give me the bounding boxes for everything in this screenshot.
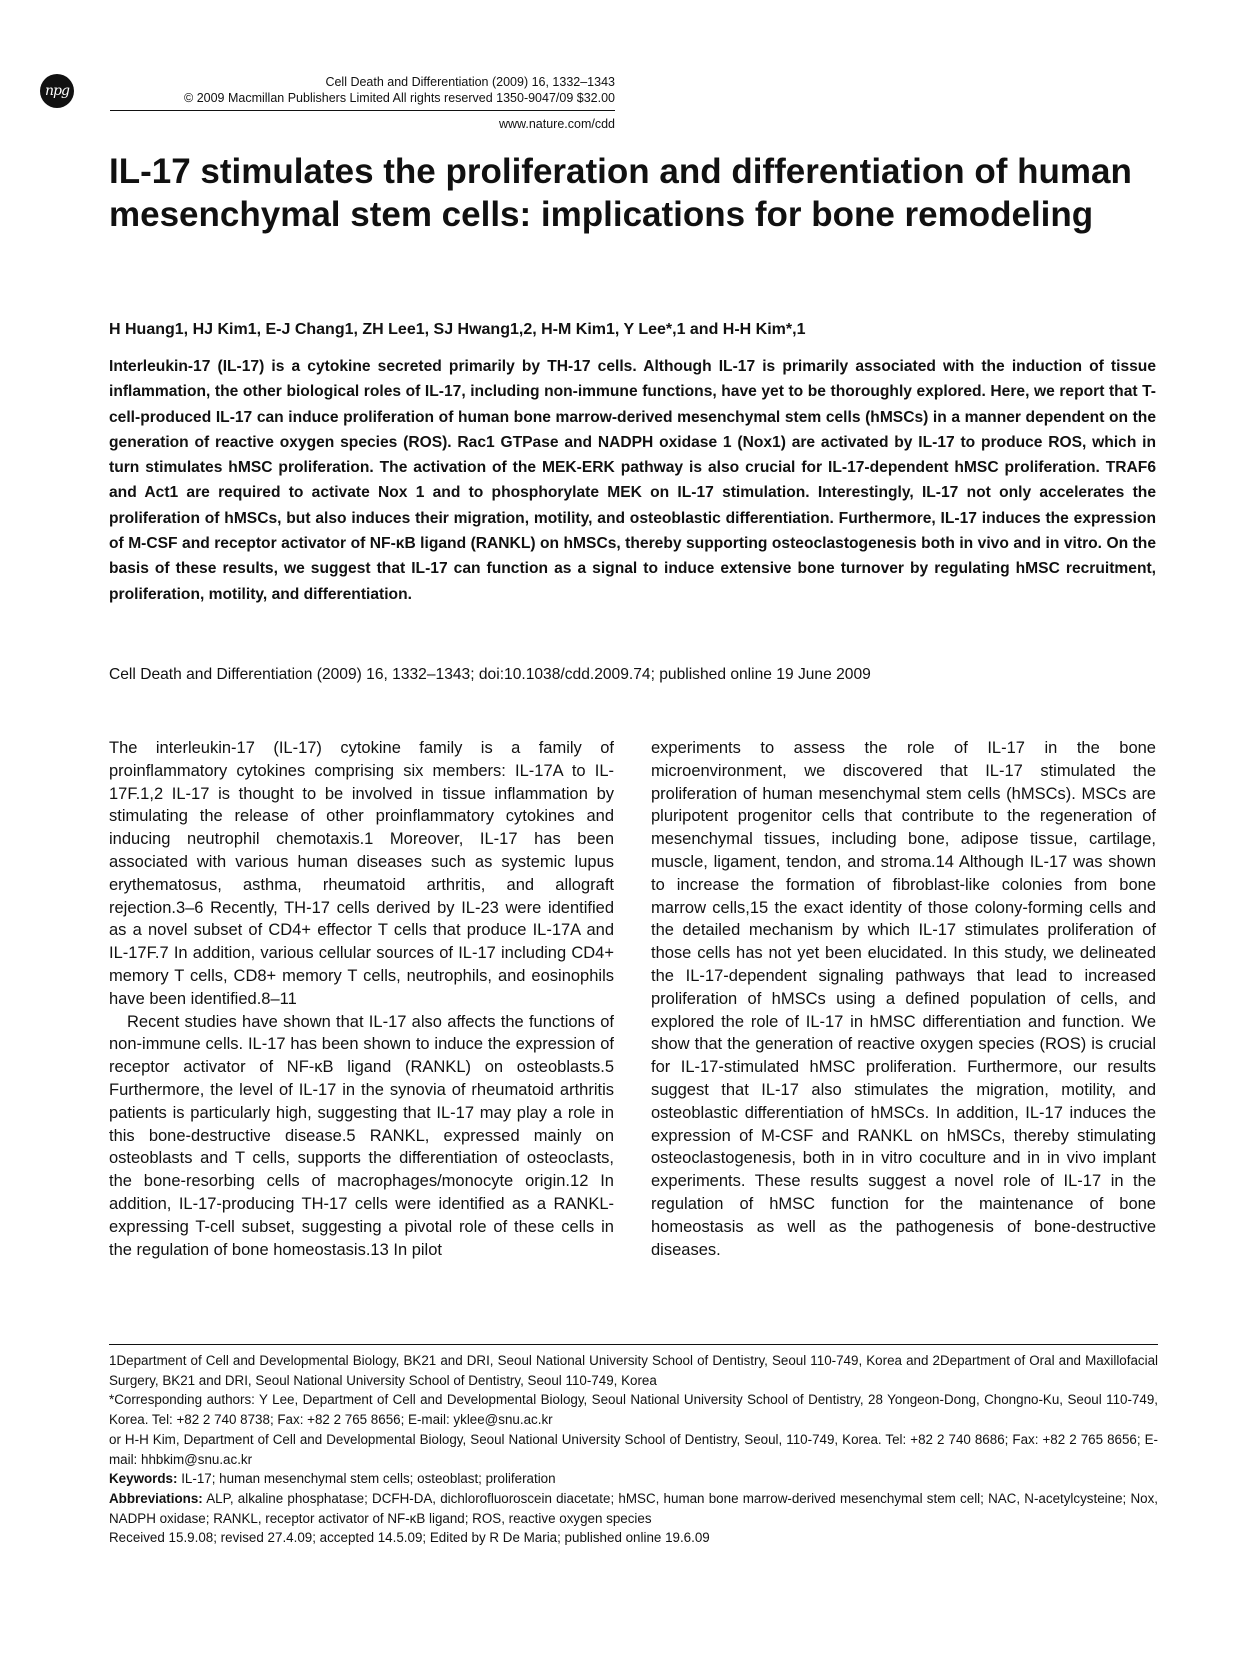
keywords-text: IL-17; human mesenchymal stem cells; osteoblast; proliferation bbox=[181, 1471, 556, 1487]
body-paragraph: experiments to assess the role of IL-17 in the bone microenvironment, we discovered that IL-17 stimulated the proliferation of human mesenchymal stem cells (hMSCs). MSCs are pluripotent progenitor cells that contribute to the regeneration of mesenchymal tissues, including bone, adipose tissue, cartilage, muscle, ligament, tendon, and stroma.14 Although IL-17 was shown to increase the formation of fibroblast-like colonies from bone marrow cells,15 the exact identity of those colony-forming cells and the detailed mechanism by which IL-17 stimulates proliferation of those cells has not yet been elucidated. In this study, we delineated the IL-17-dependent signaling pathways that lead to increased proliferation of hMSCs using a defined population of cells, and explored the role of IL-17 in hMSC differentiation and function. We show that the generation of reactive oxygen species (ROS) is crucial for IL-17-stimulated hMSC proliferation. Furthermore, our results suggest that IL-17 also stimulates the migration, motility, and osteoblastic differentiation of hMSCs. In addition, IL-17 induces the expression of M-CSF and RANKL on hMSCs, thereby stimulating osteoclastogenesis, both in in vitro coculture and in in vivo implant experiments. These results suggest a novel role of IL-17 in the regulation of hMSC function for the maintenance of bone homeostasis as well as the pathogenesis of bone-destructive diseases. bbox=[651, 739, 1156, 1259]
abstract: Interleukin-17 (IL-17) is a cytokine secreted primarily by TH-17 cells. Although IL-17 is primarily associated with the induction of tissue inflammation, the other biological roles of IL-17, including non-immune functions, have yet to be thoroughly explored. Here, we report that T-cell-produced IL-17 can induce proliferation of human bone marrow-derived mesenchymal stem cells (hMSCs) in a manner dependent on the generation of reactive oxygen species (ROS). Rac1 GTPase and NADPH oxidase 1 (Nox1) are activated by IL-17 to produce ROS, which in turn stimulates hMSC proliferation. The activation of the MEK-ERK pathway is also crucial for IL-17-dependent hMSC proliferation. TRAF6 and Act1 are required to activate Nox 1 and to phosphorylate MEK on IL-17 stimulation. Interestingly, IL-17 not only accelerates the proliferation of hMSCs, but also induces their migration, motility, and osteoblastic differentiation. Furthermore, IL-17 induces the expression of M-CSF and receptor activator of NF-κB ligand (RANKL) on hMSCs, thereby supporting osteoclastogenesis both in vivo and in vitro. On the basis of these results, we suggest that IL-17 can function as a signal to induce extensive bone turnover by regulating hMSC recruitment, proliferation, motility, and differentiation. bbox=[109, 358, 1156, 603]
body-paragraph: The interleukin-17 (IL-17) cytokine family is a family of proinflammatory cytokines comprising six members: IL-17A to IL-17F.1,2 IL-17 is thought to be involved in tissue inflammation by stimulating the release of other proinflammatory cytokines and inducing neutrophil chemotaxis.1 Moreover, IL-17 has been associated with various human diseases such as systemic lupus erythematosus, asthma, rheumatoid arthritis, and allograft rejection.3–6 Recently, TH-17 cells derived by IL-23 were identified as a novel subset of CD4+ effector T cells that produce IL-17A and IL-17F.7 In addition, various cellular sources of IL-17 including CD4+ memory T cells, CD8+ memory T cells, neutrophils, and eosinophils have been identified.8–11 bbox=[109, 739, 614, 1008]
corresponding-author: *Corresponding authors: Y Lee, Department of Cell and Developmental Biology, Seoul National University School of Dentistry, 28 Yongeon-Dong, Chongno-Ku, Seoul 110-749, Korea. Tel: +82 2 740 8738; Fax: +82 2 765 8656; E-mail: yklee@snu.ac.kr bbox=[109, 1392, 1158, 1428]
affiliations: 1Department of Cell and Developmental Biology, BK21 and DRI, Seoul National University School of Dentistry, Seoul 110-749, Korea and 2Department of Oral and Maxillofacial Surgery, BK21 and DRI, Seoul National University School of Dentistry, Seoul 110-749, Korea bbox=[109, 1353, 1158, 1388]
body-column-right bbox=[651, 737, 1156, 1261]
footnotes bbox=[109, 1351, 1158, 1548]
body-paragraph: Recent studies have shown that IL-17 also affects the functions of non-immune cells. IL-17 has been shown to induce the expression of receptor activator of NF-κB ligand (RANKL) on osteoblasts.5 Furthermore, the level of IL-17 in the synovia of rheumatoid arthritis patients is particularly high, suggesting that IL-17 may play a role in this bone-destructive disease.5 RANKL, expressed mainly on osteoblasts and T cells, supports the differentiation of osteoclasts, the bone-resorbing cells of macrophages/monocyte origin.12 In addition, IL-17-producing TH-17 cells were identified as a RANKL-expressing T-cell subset, suggesting a pivotal role of these cells in the regulation of bone homeostasis.13 In pilot bbox=[109, 1012, 614, 1259]
npg-logo: npg bbox=[40, 74, 74, 108]
journal-url[interactable]: www.nature.com/cdd bbox=[498, 117, 615, 131]
article-title: IL-17 stimulates the proliferation and differentiation of human mesenchymal stem cells: implications for bone remodeling bbox=[109, 152, 1132, 234]
copyright-line: © 2009 Macmillan Publishers Limited All rights reserved 1350-9047/09 $32.00 bbox=[184, 91, 615, 105]
corresponding-author-2: or H-H Kim, Department of Cell and Developmental Biology, Seoul National University School of Dentistry, Seoul, 110-749, Korea. Tel: +82 2 740 8686; Fax: +82 2 765 8656; E-mail: hhbkim@snu.ac.kr bbox=[109, 1431, 1158, 1467]
keywords-label: Keywords: bbox=[109, 1471, 178, 1487]
abbreviations-label: Abbreviations: bbox=[109, 1490, 203, 1506]
author-list: H Huang1, HJ Kim1, E-J Chang1, ZH Lee1, SJ Hwang1,2, H-M Kim1, Y Lee*,1 and H-H Kim*,1 bbox=[109, 321, 806, 338]
abbreviations bbox=[109, 1489, 1158, 1528]
abbreviations-text: ALP, alkaline phosphatase; DCFH-DA, dichlorofluoroscein diacetate; hMSC, human bone marrow-derived mesenchymal stem cell; NAC, N-acetylcysteine; Nox, NADPH oxidase; RANKL, receptor activator of NF-κB ligand; ROS, reactive oxygen species bbox=[109, 1490, 1159, 1526]
citation-line: Cell Death and Differentiation (2009) 16, 1332–1343; doi:10.1038/cdd.2009.74; published online 19 June 2009 bbox=[109, 666, 871, 683]
received-dates: Received 15.9.08; revised 27.4.09; accepted 14.5.09; Edited by R De Maria; published online 19.6.09 bbox=[109, 1530, 710, 1546]
journal-header: Cell Death and Differentiation (2009) 16, 1332–1343 bbox=[325, 75, 615, 89]
footnote-divider bbox=[109, 1344, 1158, 1345]
header-divider bbox=[110, 110, 615, 111]
keywords bbox=[109, 1469, 1158, 1489]
body-column-left bbox=[109, 737, 614, 1261]
